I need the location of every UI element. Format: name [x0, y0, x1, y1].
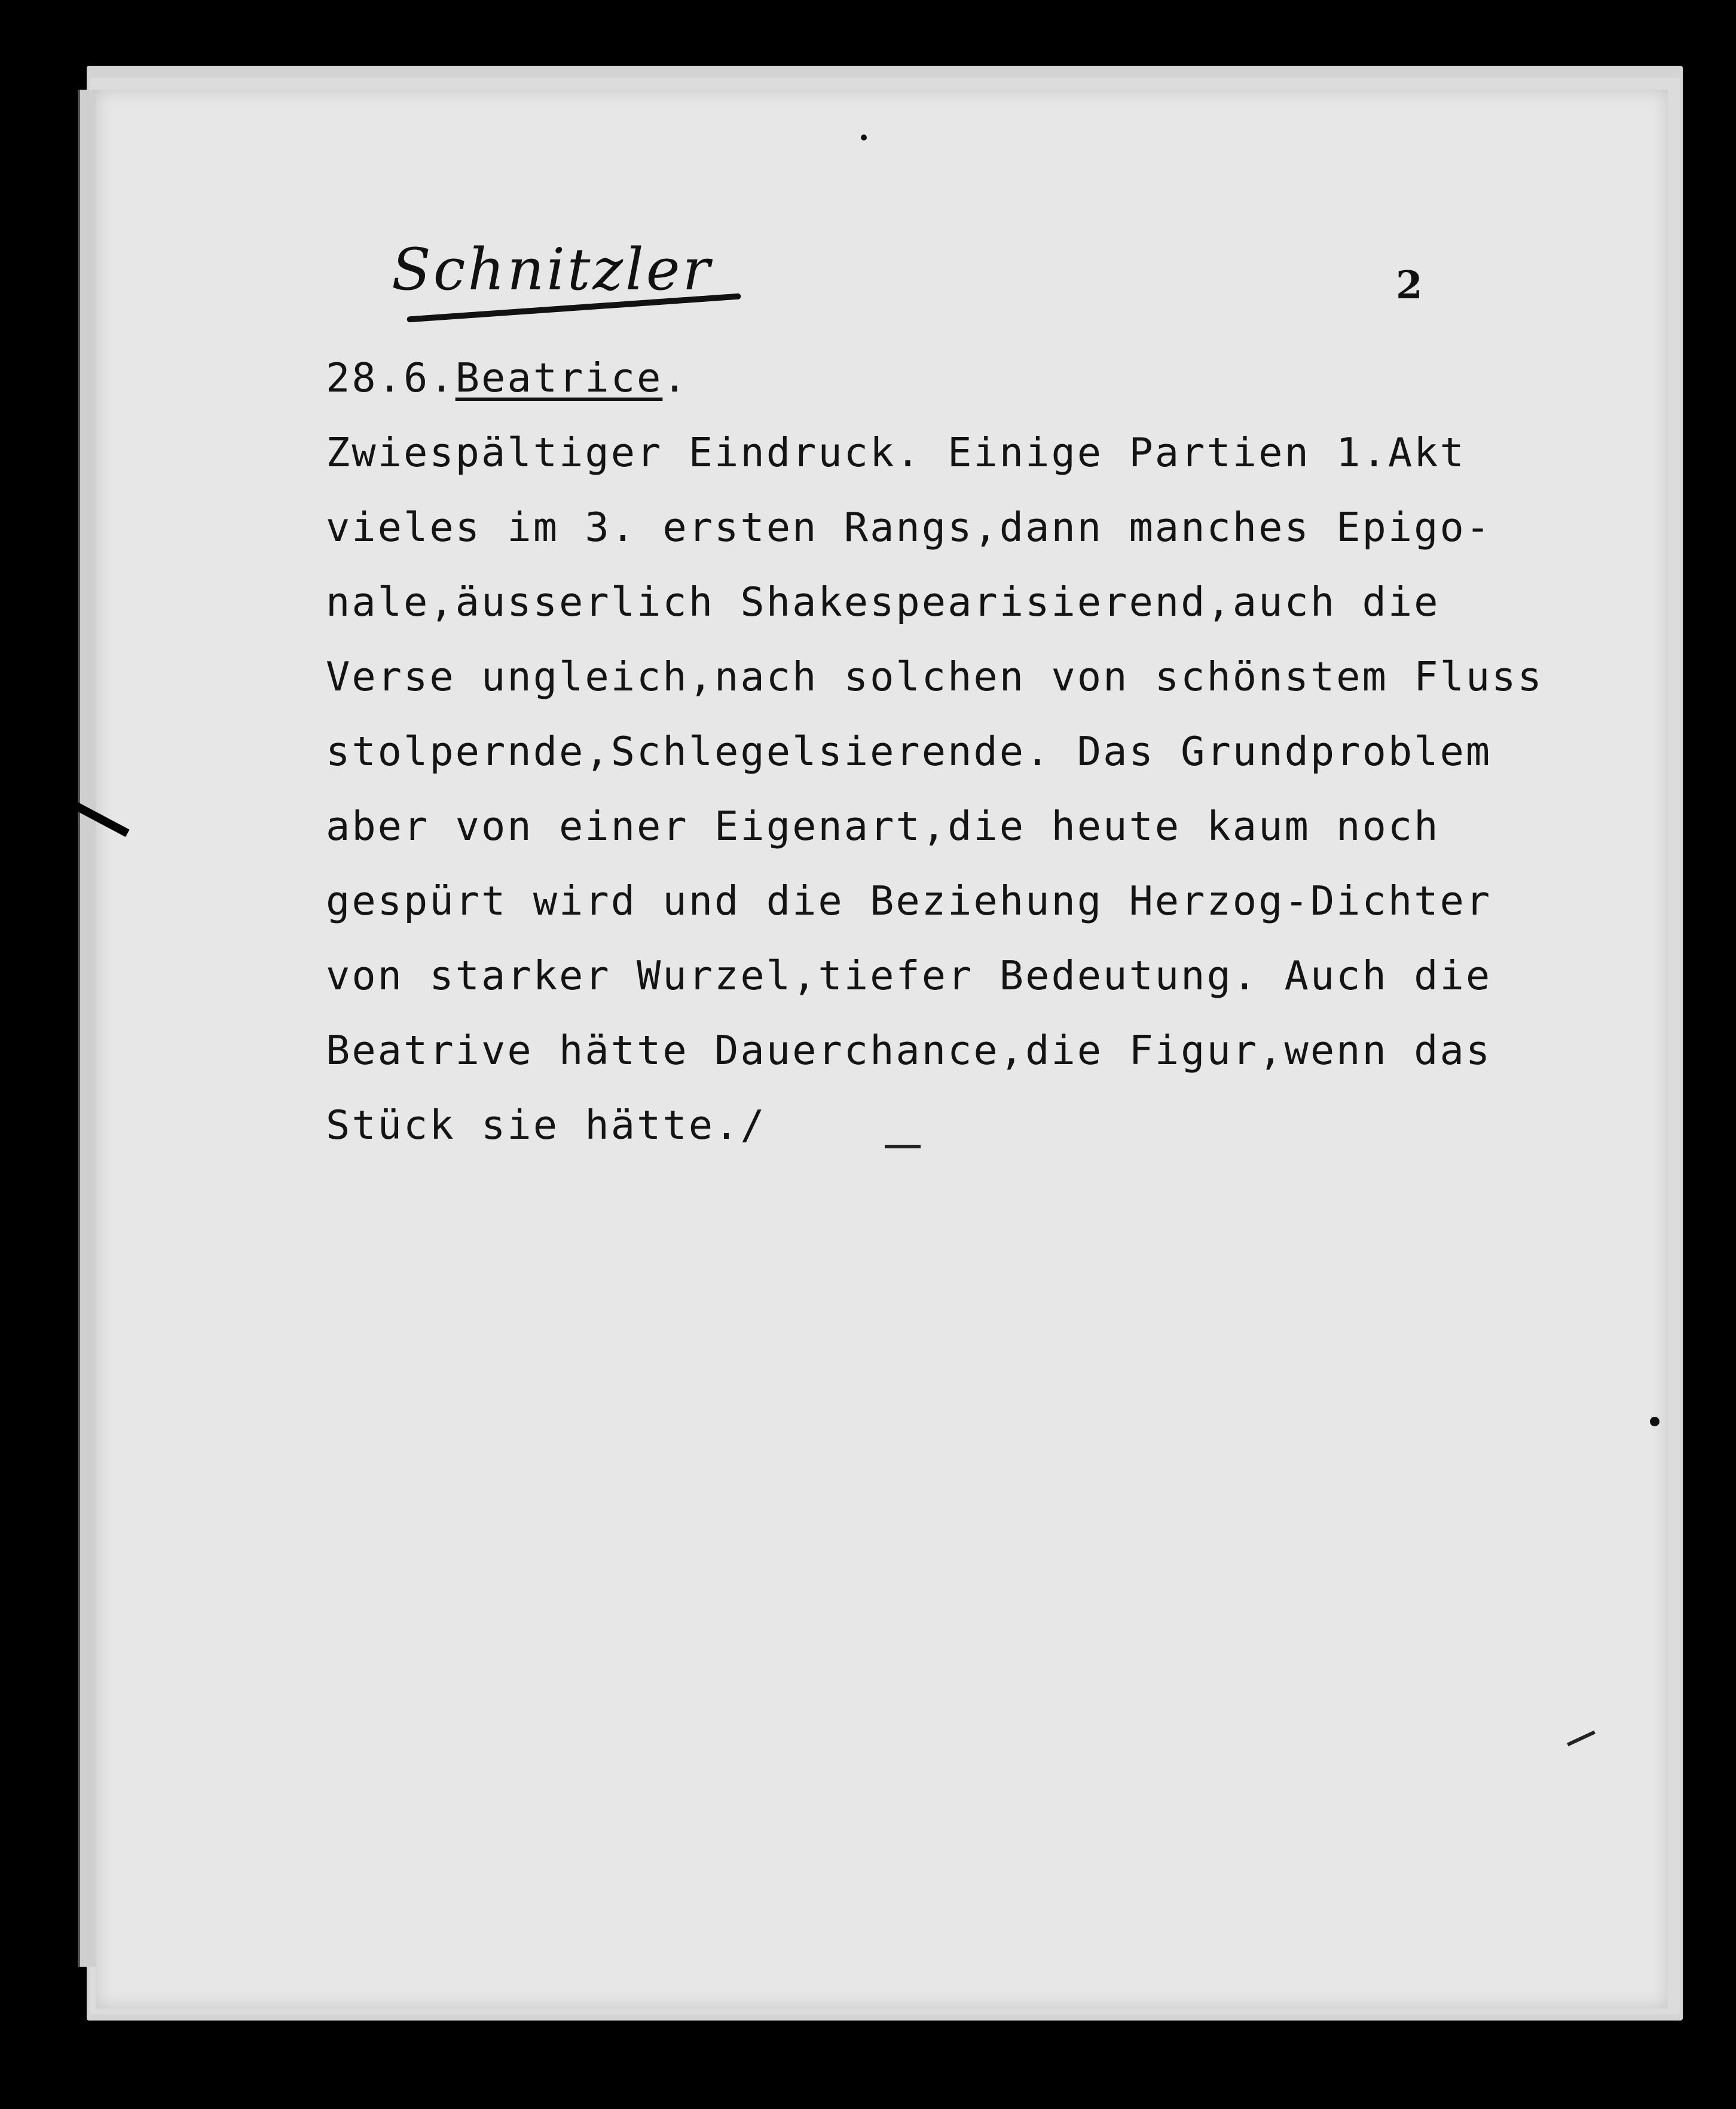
entry-line: von starker Wurzel,tiefer Bedeutung. Auch die [326, 952, 1492, 999]
entry-line: Zwiespältiger Eindruck. Einige Partien 1.Akt [326, 429, 1466, 476]
entry-line: Stück sie hätte./ [326, 1102, 766, 1148]
page-number: 2 [1396, 263, 1423, 308]
entry-title: Beatrice [455, 354, 663, 401]
entry-line: gespürt wird und die Beziehung Herzog-Dichter [326, 878, 1492, 924]
entry-date: 28.6. [326, 354, 456, 401]
entry-line: vieles im 3. ersten Rangs,dann manches Epigo- [326, 504, 1492, 551]
entry-line: Beatrive hätte Dauerchance,die Figur,wenn das [326, 1027, 1492, 1074]
entry-title-suffix: . [662, 354, 689, 401]
entry-line: aber von einer Eigenart,die heute kaum noch [326, 803, 1440, 849]
handwritten-heading: Schnitzler [392, 236, 713, 303]
entry-heading [326, 341, 1581, 415]
entry-line: nale,äusserlich Shakespearisierend,auch die [326, 579, 1440, 625]
ink-mark [885, 1145, 921, 1148]
ink-spot [861, 135, 867, 140]
entry-line: stolpernde,Schlegelsierende. Das Grundproblem [326, 728, 1492, 775]
entry-line: Verse ungleich,nach solchen von schönstem Fluss [326, 653, 1544, 700]
typed-entry [326, 341, 1581, 1163]
ink-spot [1650, 1417, 1659, 1426]
